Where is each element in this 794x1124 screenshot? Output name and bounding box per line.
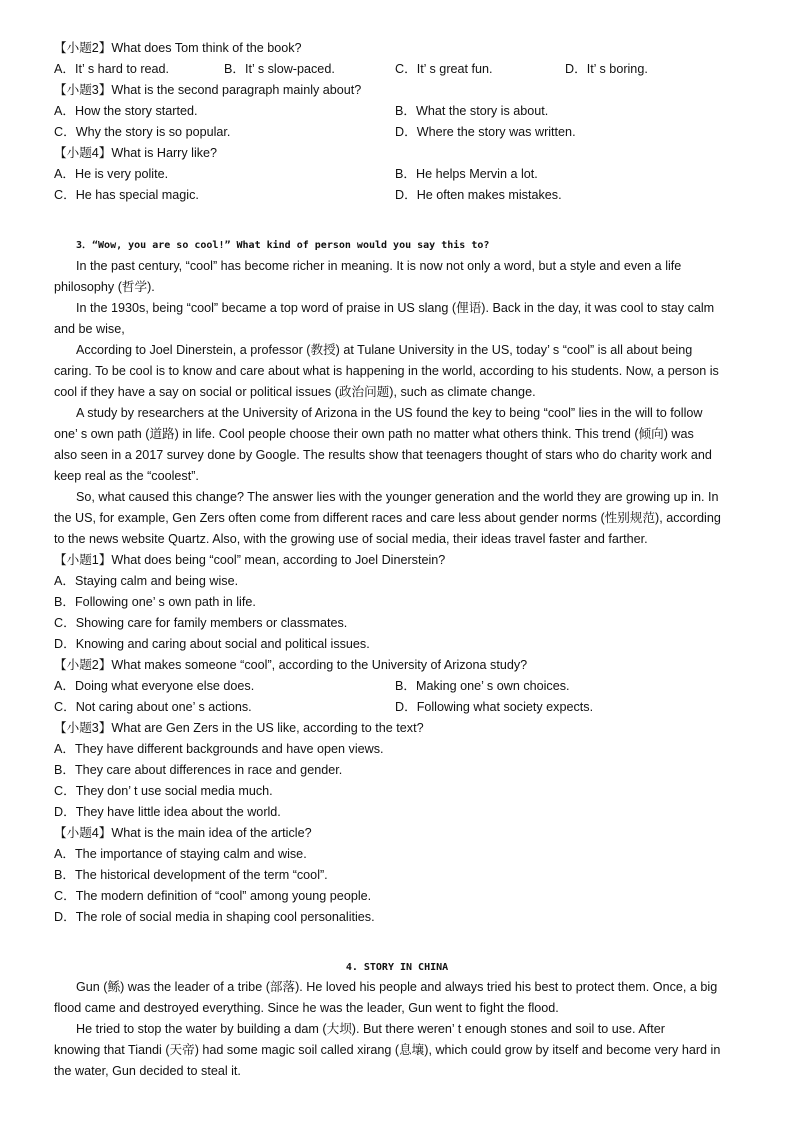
paragraph-line: the US, for example, Gen Zers often come from different races and care less about gender norms (性别规范), according bbox=[54, 511, 721, 525]
question-stem: 【小题3】What are Gen Zers in the US like, according to the text? bbox=[54, 721, 424, 735]
option-d: D．Knowing and caring about social and political issues. bbox=[54, 637, 370, 651]
paragraph-line: and be wise, bbox=[54, 322, 125, 336]
section-heading: 3．“Wow, you are so cool!” What kind of person would you say this to? bbox=[76, 240, 490, 251]
question-stem: 【小题2】What does Tom think of the book? bbox=[54, 41, 302, 55]
option-a: A．He is very polite. bbox=[54, 167, 169, 181]
question-stem: 【小题1】What does being “cool” mean, according to Joel Dinerstein? bbox=[54, 553, 446, 567]
paragraph-line: philosophy (哲学). bbox=[54, 280, 155, 294]
option-d: D．Where the story was written. bbox=[395, 125, 576, 139]
paragraph-line: caring. To be cool is to know and care about what is happening in the world, according to his students. Now, a person is bbox=[54, 364, 719, 378]
option-b: B．Making one’ s own choices. bbox=[395, 679, 570, 693]
option-c: C．Not caring about one’ s actions. bbox=[54, 700, 252, 714]
option-a: A．They have different backgrounds and have open views. bbox=[54, 742, 384, 756]
option-a: A．Doing what everyone else does. bbox=[54, 679, 255, 693]
option-c: C．It’ s great fun. bbox=[395, 62, 493, 76]
option-b: B．They care about differences in race and gender. bbox=[54, 763, 343, 777]
option-c: C．Showing care for family members or classmates. bbox=[54, 616, 348, 630]
option-d: D．They have little idea about the world. bbox=[54, 805, 281, 819]
option-a: A．The importance of staying calm and wise. bbox=[54, 847, 307, 861]
paragraph-line: According to Joel Dinerstein, a professor (教授) at Tulane University in the US, today’ s “cool” is all about being bbox=[76, 343, 693, 357]
paragraph-line: He tried to stop the water by building a dam (大坝). But there weren’ t enough stones and soil to use. After bbox=[76, 1022, 665, 1036]
paragraph-line: In the past century, “cool” has become richer in meaning. It is now not only a word, but a style and even a life bbox=[76, 259, 682, 273]
paragraph-line: flood came and destroyed everything. Since he was the leader, Gun went to fight the flood. bbox=[54, 1001, 559, 1015]
question-stem: 【小题3】What is the second paragraph mainly about? bbox=[54, 83, 362, 97]
option-c: C．The modern definition of “cool” among young people. bbox=[54, 889, 372, 903]
paragraph-line: keep real as the “coolest”. bbox=[54, 469, 199, 483]
paragraph-line: the water, Gun decided to steal it. bbox=[54, 1064, 241, 1078]
paragraph-line: also seen in a 2017 survey done by Google. The results show that teenagers thought of stars who do charity work and bbox=[54, 448, 712, 462]
option-b: B．Following one’ s own path in life. bbox=[54, 595, 256, 609]
paragraph-line: In the 1930s, being “cool” became a top word of praise in US slang (俚语). Back in the day, it was cool to stay calm bbox=[76, 301, 715, 315]
option-d: D．Following what society expects. bbox=[395, 700, 594, 714]
option-b: B．The historical development of the term “cool”. bbox=[54, 868, 328, 882]
option-c: C．They don’ t use social media much. bbox=[54, 784, 273, 798]
option-d: D．It’ s boring. bbox=[565, 62, 648, 76]
option-b: B．What the story is about. bbox=[395, 104, 549, 118]
question-stem: 【小题4】What is Harry like? bbox=[54, 146, 218, 160]
option-c: C．He has special magic. bbox=[54, 188, 199, 202]
option-d: D．He often makes mistakes. bbox=[395, 188, 562, 202]
section-heading: 4. STORY IN CHINA bbox=[345, 962, 449, 973]
option-b: B．He helps Mervin a lot. bbox=[395, 167, 538, 181]
paragraph-line: to the news website Quartz. Also, with the growing use of social media, their ideas travel faster and farther. bbox=[54, 532, 648, 546]
paragraph-line: Gun (鲧) was the leader of a tribe (部落). He loved his people and always tried his best to protect them. Once, a big bbox=[76, 980, 718, 994]
option-a: A．Staying calm and being wise. bbox=[54, 574, 239, 588]
paragraph-line: knowing that Tiandi (天帝) had some magic soil called xirang (息壤), which could grow by itself and become very hard in bbox=[54, 1043, 721, 1057]
paragraph-line: So, what caused this change? The answer lies with the younger generation and the world they are growing up in. In bbox=[76, 490, 719, 504]
option-a: A．It’ s hard to read. bbox=[54, 62, 170, 76]
question-stem: 【小题2】What makes someone “cool”, according to the University of Arizona study? bbox=[54, 658, 528, 672]
option-b: B．It’ s slow-paced. bbox=[224, 62, 335, 76]
option-c: C．Why the story is so popular. bbox=[54, 125, 231, 139]
option-a: A．How the story started. bbox=[54, 104, 198, 118]
paragraph-line: one’ s own path (道路) in life. Cool people choose their own path no matter what others think. This trend (倾向) was bbox=[54, 427, 694, 441]
question-stem: 【小题4】What is the main idea of the article? bbox=[54, 826, 312, 840]
paragraph-line: cool if they have a say on social or political issues (政治问题), such as climate change. bbox=[54, 385, 536, 399]
paragraph-line: A study by researchers at the University of Arizona in the US found the key to being “cool” lies in the will to follow bbox=[76, 406, 703, 420]
option-d: D．The role of social media in shaping cool personalities. bbox=[54, 910, 375, 924]
